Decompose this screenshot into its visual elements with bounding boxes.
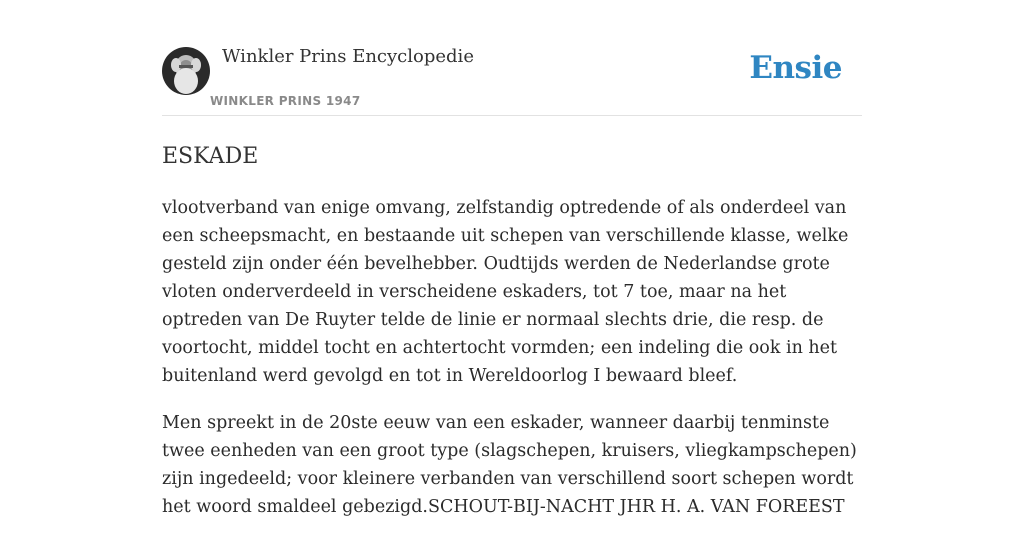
source-header (162, 0, 862, 116)
article-page (162, 0, 862, 540)
article-title: ESKADE (162, 144, 259, 169)
brand-logo[interactable]: Ensie (749, 50, 842, 86)
author-portrait-icon (162, 47, 210, 95)
article-paragraph: Men spreekt in de 20ste eeuw van een eskader, wanneer daarbij tenminste twee eenheden van een groot type (slagschepen, kruisers, vliegkampschepen) zijn ingedeeld; voor kleinere verbanden van verschillend soort schepen wordt het woord smaldeel gebezigd.SCHOUT-BIJ-NACHT JHR H. A. VAN FOREEST (162, 413, 857, 517)
article-paragraph: vlootverband van enige omvang, zelfstandig optredende of als onderdeel van een scheepsmacht, en bestaande uit schepen van verschillende klasse, welke gesteld zijn onder één bevelhebber. Oudtijds werden de Nederlandse grote vloten onderverdeeld in verscheidene eskaders, tot 7 toe, maar na het optreden van De Ruyter telde de linie er normaal slechts drie, die resp. de voortocht, middel tocht en achtertocht vormden; een indeling die ook in het buitenland werd gevolgd en tot in Wereldoorlog I bewaard bleef. (162, 198, 849, 386)
source-title[interactable]: Winkler Prins Encyclopedie (222, 46, 474, 67)
source-avatar[interactable] (162, 47, 210, 95)
source-subtitle[interactable]: WINKLER PRINS 1947 (210, 94, 361, 108)
article-body (162, 194, 862, 521)
